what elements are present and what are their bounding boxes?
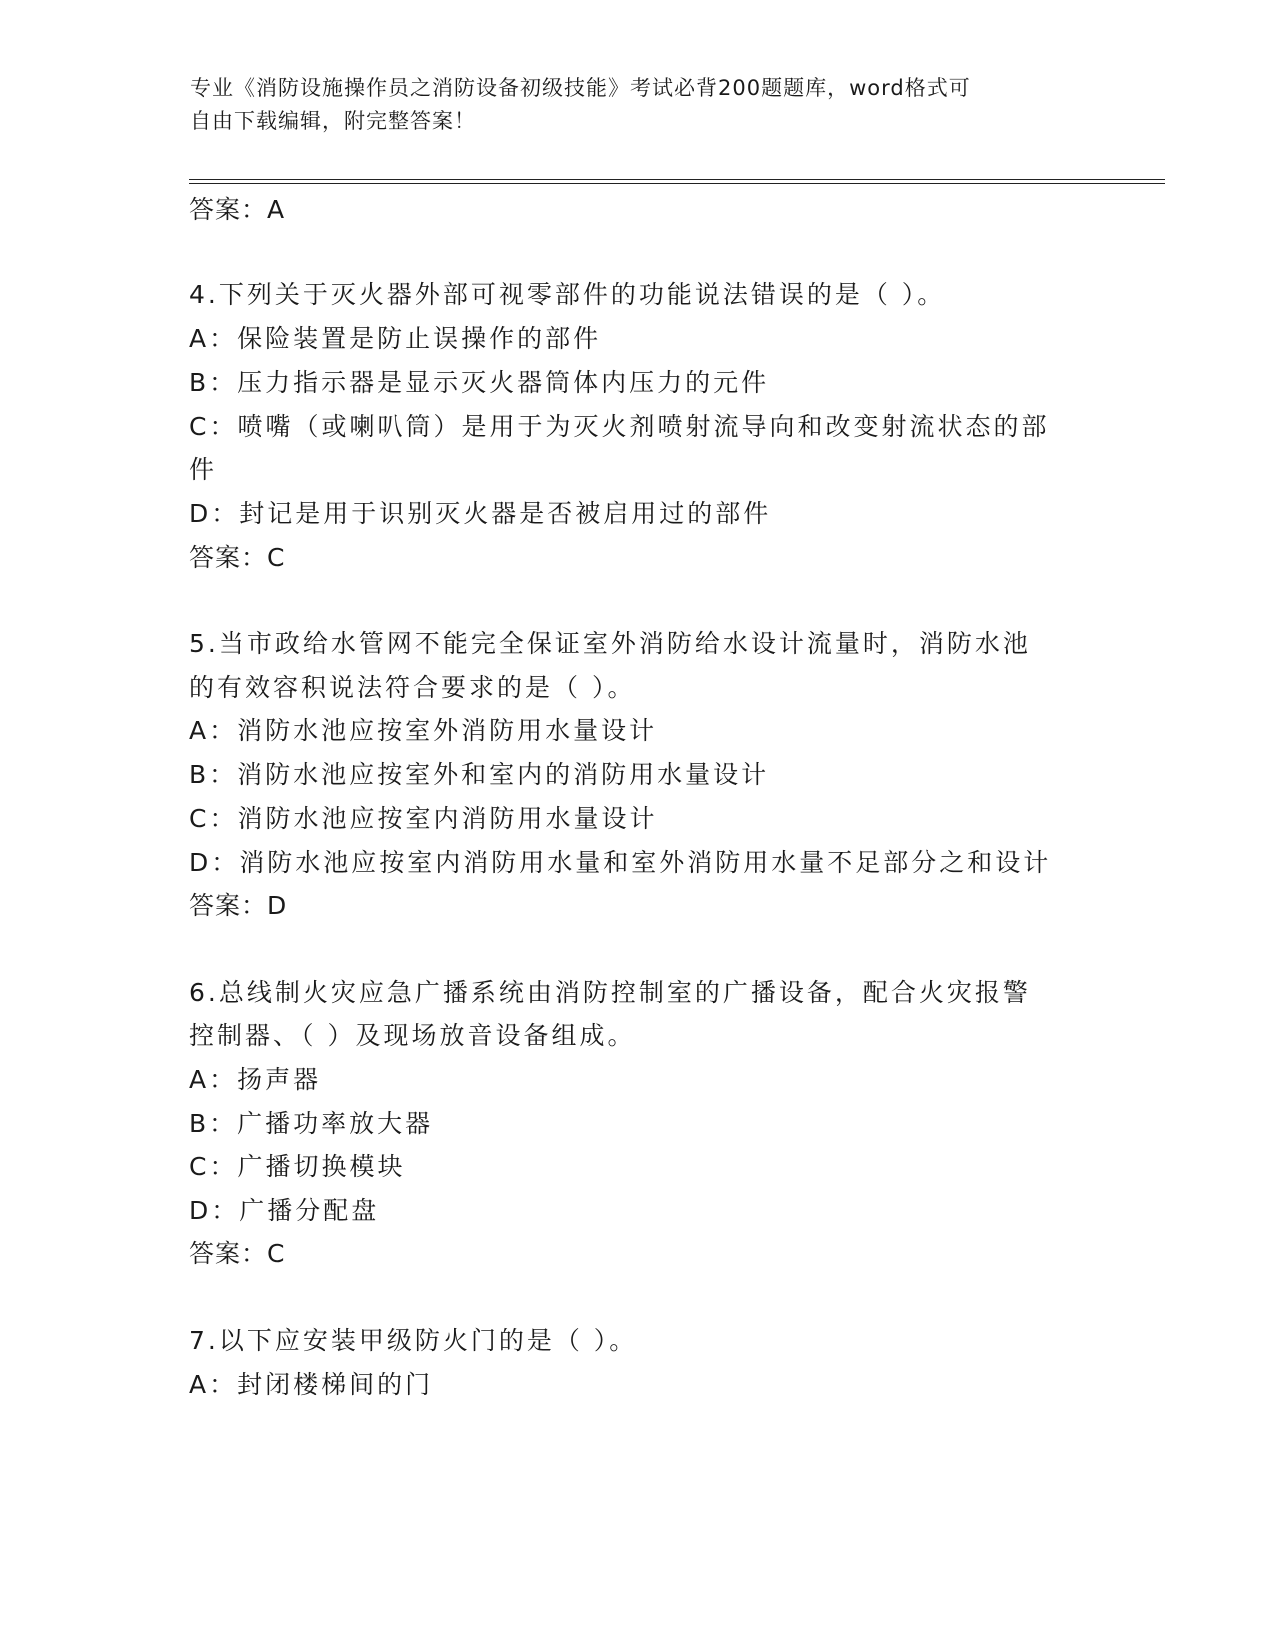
question-4-option-c-continued: 件 [189,455,218,484]
question-6-stem-continued: 控制器、（ ）及现场放音设备组成。 [189,1021,636,1050]
header-divider-bottom [189,183,1165,184]
question-5-stem-continued: 的有效容积说法符合要求的是（ ）。 [189,673,636,702]
question-6-option-b: B：广播功率放大器 [189,1109,434,1138]
answer-3: 答案：A [189,195,286,224]
question-5-option-c: C：消防水池应按室内消防用水量设计 [189,804,658,833]
answer-5: 答案：D [189,891,288,920]
question-4-option-c: C：喷嘴（或喇叭筒）是用于为灭火剂喷射流导向和改变射流状态的部 [189,412,1050,441]
question-6-option-a: A：扬声器 [189,1065,322,1094]
question-5-option-d: D：消防水池应按室内消防用水量和室外消防用水量不足部分之和设计 [189,848,1052,877]
question-5-stem: 5.当市政给水管网不能完全保证室外消防给水设计流量时，消防水池 [189,629,1031,658]
question-4-stem: 4.下列关于灭火器外部可视零部件的功能说法错误的是（ ）。 [189,280,946,309]
question-6-stem: 6.总线制火灾应急广播系统由消防控制室的广播设备，配合火灾报警 [189,978,1031,1007]
question-4-option-b: B：压力指示器是显示灭火器筒体内压力的元件 [189,368,770,397]
header-line-2: 自由下载编辑，附完整答案！ [190,109,476,133]
question-4-option-a: A：保险装置是防止误操作的部件 [189,324,602,353]
question-4-option-d: D：封记是用于识别灭火器是否被启用过的部件 [189,499,772,528]
answer-6: 答案：C [189,1239,286,1268]
question-7-stem: 7.以下应安装甲级防火门的是（ ）。 [189,1326,638,1355]
header-line-1: 专业《消防设施操作员之消防设备初级技能》考试必背200题题库，word格式可 [190,76,971,100]
header-divider-top [189,179,1165,180]
question-7-option-a: A：封闭楼梯间的门 [189,1370,434,1399]
question-5-option-a: A：消防水池应按室外消防用水量设计 [189,716,658,745]
document-header [190,72,1090,138]
question-5-option-b: B：消防水池应按室外和室内的消防用水量设计 [189,760,770,789]
question-6-option-c: C：广播切换模块 [189,1152,406,1181]
question-6-option-d: D：广播分配盘 [189,1196,380,1225]
answer-4: 答案：C [189,543,286,572]
